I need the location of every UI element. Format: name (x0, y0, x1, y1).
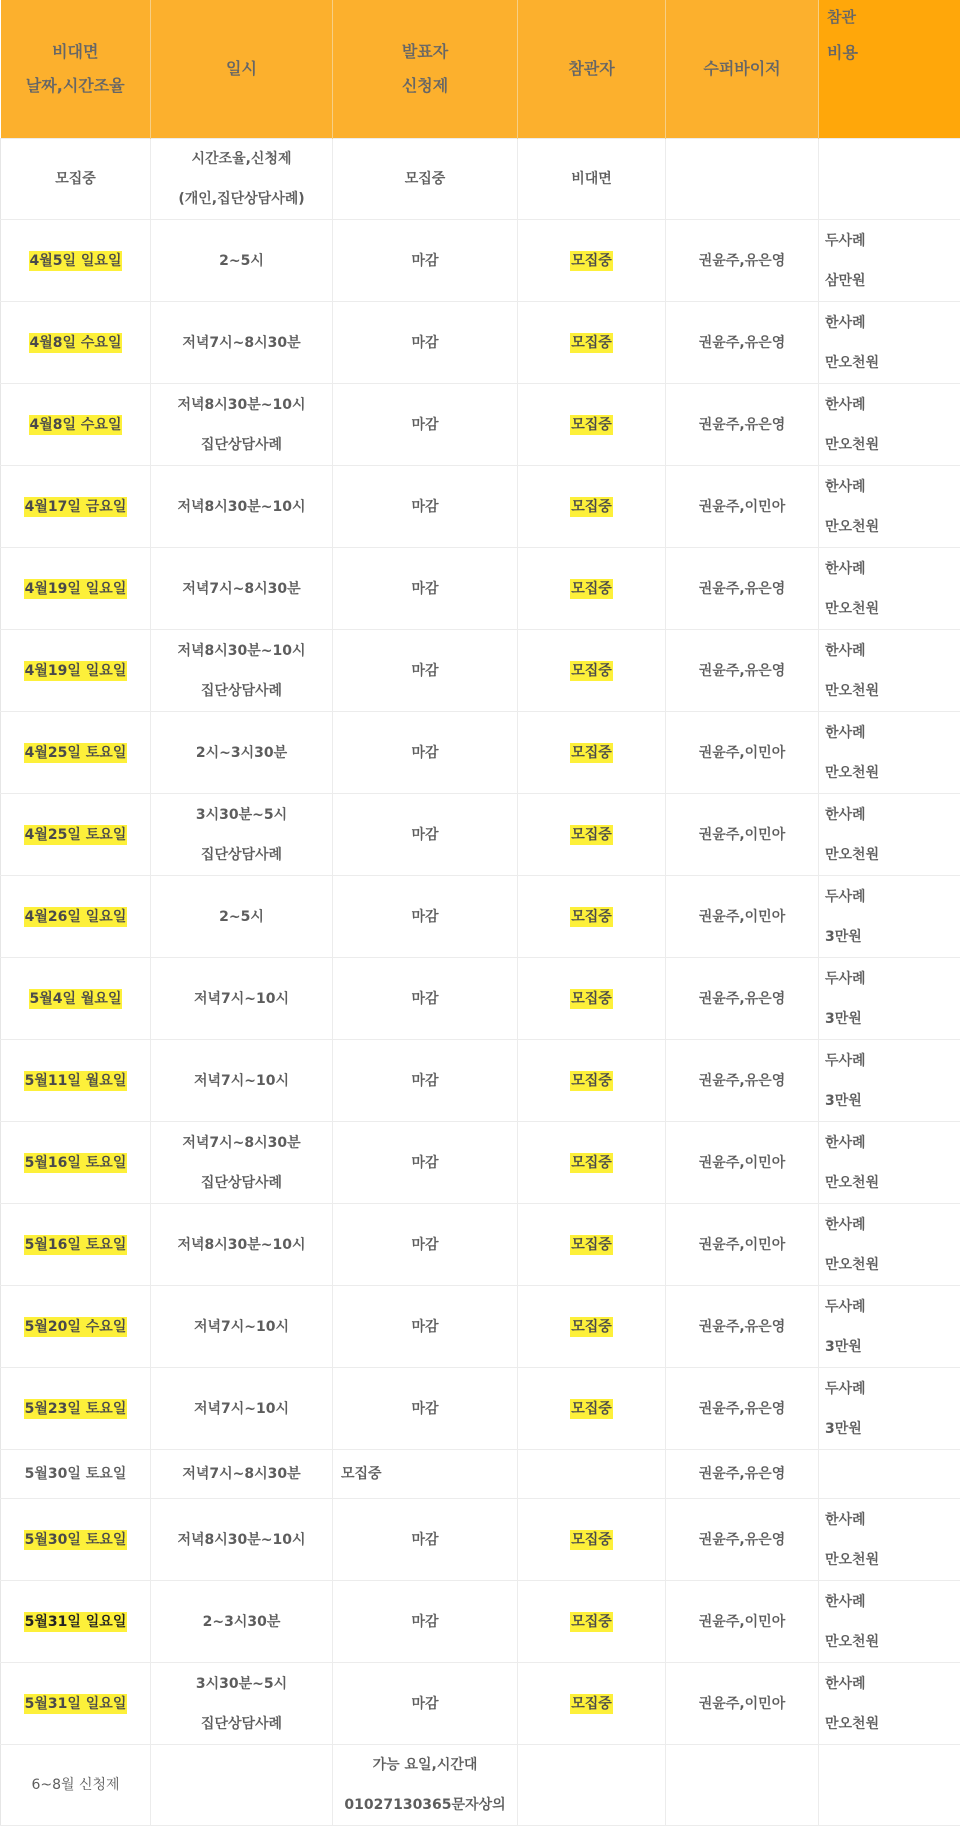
table-row (1, 466, 960, 548)
header-presenter (333, 0, 518, 139)
cell-cost (819, 630, 960, 712)
time-line: 저녁8시30분~10시 (177, 642, 306, 659)
presenter-status: 마감 (411, 826, 439, 843)
cell-time (151, 466, 333, 548)
cell-observer (518, 384, 666, 466)
date-highlight: 4월8일 수요일 (29, 334, 122, 351)
cell-date (1, 302, 151, 384)
presenter-status: 마감 (411, 416, 439, 433)
cell-cost (819, 794, 960, 876)
cell-presenter: 모집중 (333, 139, 518, 220)
observer-status-badge: 모집중 (571, 826, 612, 843)
table-row (1, 548, 960, 630)
cell-presenter (333, 1286, 518, 1368)
date-highlight: 4월25일 토요일 (24, 826, 127, 843)
cell-time (151, 1663, 333, 1745)
cost-line: 한사례 (825, 725, 866, 741)
time-line: 저녁8시30분~10시 (177, 1236, 306, 1253)
supervisor-names: 권윤주,이민아 (698, 826, 786, 843)
cell-date (1, 384, 151, 466)
cell-cost (819, 1581, 960, 1663)
time-line: 저녁7시~10시 (193, 1400, 290, 1417)
footer-row (1, 1745, 960, 1826)
time-line: 저녁7시~10시 (193, 990, 290, 1007)
cell-date (1, 712, 151, 794)
cell-observer (518, 466, 666, 548)
cell-cost (819, 1663, 960, 1745)
cost-line: 한사례 (825, 1676, 866, 1692)
observer-status-badge: 모집중 (571, 334, 612, 351)
cell-supervisor (666, 302, 819, 384)
cell-cost (819, 1499, 960, 1581)
table-row (1, 1204, 960, 1286)
header-date (1, 0, 151, 139)
cell-presenter (333, 1204, 518, 1286)
cell-cost (819, 958, 960, 1040)
cost-line: 만오천원 (825, 765, 880, 781)
observer-status-badge: 모집중 (571, 908, 612, 925)
cell-supervisor (666, 1499, 819, 1581)
supervisor-names: 권윤주,유은영 (698, 1531, 786, 1548)
cost-line: 만오천원 (825, 519, 880, 535)
cell-presenter (333, 958, 518, 1040)
observer-status-badge: 모집중 (571, 1695, 612, 1712)
table-row (1, 1581, 960, 1663)
cell-cost (819, 220, 960, 302)
cost-line: 3만원 (825, 1093, 862, 1109)
time-line: 2시~3시30분 (195, 744, 288, 761)
cell-supervisor (666, 794, 819, 876)
observer-status-badge: 모집중 (571, 990, 612, 1007)
cell-time (151, 1368, 333, 1450)
cost-line: 만오천원 (825, 683, 880, 699)
cost-line: 두사례 (825, 971, 866, 987)
cell-presenter-line2: 01027130365문자상의 (344, 1797, 506, 1813)
table-row (1, 1450, 960, 1499)
cost-line: 한사례 (825, 1512, 866, 1528)
cost-line: 한사례 (825, 315, 866, 331)
date-highlight: 4월26일 일요일 (24, 908, 127, 925)
cell-date (1, 1581, 151, 1663)
cell-cost (819, 1204, 960, 1286)
cell-time (151, 139, 333, 220)
presenter-status: 마감 (411, 1613, 439, 1630)
cell-observer (518, 1745, 666, 1826)
cell-observer: 비대면 (518, 139, 666, 220)
cell-presenter (333, 302, 518, 384)
cell-presenter (333, 384, 518, 466)
time-line: 집단상담사례 (200, 682, 283, 699)
cell-time (151, 712, 333, 794)
cell-supervisor (666, 384, 819, 466)
cost-line: 두사례 (825, 1381, 866, 1397)
cell-time-line2: (개인,집단상담사례) (178, 191, 305, 207)
cell-time (151, 630, 333, 712)
cell-date (1, 1450, 151, 1499)
cell-observer (518, 548, 666, 630)
cell-date (1, 1368, 151, 1450)
date-highlight: 5월23일 토요일 (24, 1400, 127, 1417)
observer-status-badge: 모집중 (571, 252, 612, 269)
observer-status-badge: 모집중 (571, 1531, 612, 1548)
observer-status-badge: 모집중 (571, 580, 612, 597)
header-date-line2: 날짜,시간조율 (25, 76, 125, 95)
cell-supervisor (666, 1040, 819, 1122)
presenter-status: 마감 (411, 744, 439, 761)
header-supervisor: 수퍼바이저 (666, 0, 819, 139)
cell-observer (518, 1286, 666, 1368)
cell-time (151, 1499, 333, 1581)
presenter-status: 마감 (411, 1400, 439, 1417)
cell-date (1, 794, 151, 876)
cell-time (151, 1204, 333, 1286)
date-highlight: 4월5일 일요일 (29, 252, 122, 269)
cost-line: 만오천원 (825, 1257, 880, 1273)
cell-cost (819, 876, 960, 958)
observer-status-badge: 모집중 (571, 1072, 612, 1089)
cost-line: 만오천원 (825, 847, 880, 863)
cell-time (151, 1040, 333, 1122)
cell-observer (518, 1204, 666, 1286)
cost-line: 두사례 (825, 889, 866, 905)
supervisor-names: 권윤주,유은영 (698, 1072, 786, 1089)
cell-date (1, 630, 151, 712)
observer-status-badge: 모집중 (571, 1400, 612, 1417)
cost-line: 한사례 (825, 1594, 866, 1610)
presenter-status: 마감 (411, 908, 439, 925)
presenter-status: 마감 (411, 498, 439, 515)
cell-time (151, 876, 333, 958)
cell-time (151, 1581, 333, 1663)
cell-observer (518, 1450, 666, 1499)
cell-cost (819, 384, 960, 466)
cost-line: 3만원 (825, 1421, 862, 1437)
presenter-status: 마감 (411, 252, 439, 269)
cell-date (1, 466, 151, 548)
cell-observer (518, 1122, 666, 1204)
date-highlight: 4월17일 금요일 (24, 498, 127, 515)
cell-time (151, 1122, 333, 1204)
cell-date (1, 1286, 151, 1368)
time-line: 2~5시 (219, 252, 264, 269)
cost-line: 만오천원 (825, 355, 880, 371)
cost-line: 만오천원 (825, 437, 880, 453)
cost-line: 한사례 (825, 643, 866, 659)
cost-line: 두사례 (825, 1053, 866, 1069)
cell-presenter (333, 1122, 518, 1204)
date-highlight: 5월20일 수요일 (24, 1318, 127, 1335)
presenter-status: 마감 (411, 662, 439, 679)
cell-presenter (333, 1368, 518, 1450)
table-row (1, 1040, 960, 1122)
cell-observer (518, 1663, 666, 1745)
cell-presenter (333, 630, 518, 712)
cell-cost (819, 302, 960, 384)
supervisor-names: 권윤주,이민아 (698, 1613, 786, 1630)
time-line: 2~5시 (219, 908, 264, 925)
date-highlight: 5월16일 토요일 (24, 1236, 127, 1253)
time-line: 저녁8시30분~10시 (177, 498, 306, 515)
table-row (1, 958, 960, 1040)
cell-date (1, 1499, 151, 1581)
presenter-status: 마감 (411, 1531, 439, 1548)
cell-time (151, 958, 333, 1040)
date-highlight: 4월19일 일요일 (24, 662, 127, 679)
cell-date (1, 876, 151, 958)
table-row (1, 630, 960, 712)
cost-line: 한사례 (825, 479, 866, 495)
cost-line: 3만원 (825, 929, 862, 945)
cell-time (151, 1745, 333, 1826)
cell-time (151, 794, 333, 876)
presenter-status: 마감 (411, 1154, 439, 1171)
header-time: 일시 (151, 0, 333, 139)
cell-presenter (333, 1581, 518, 1663)
cost-line: 한사례 (825, 1217, 866, 1233)
cell-time (151, 548, 333, 630)
cell-observer (518, 302, 666, 384)
time-line: 저녁7시~10시 (193, 1318, 290, 1335)
cell-supervisor (666, 220, 819, 302)
cell-presenter (333, 466, 518, 548)
cost-line: 만오천원 (825, 1175, 880, 1191)
cost-line: 두사례 (825, 1299, 866, 1315)
cell-presenter (333, 1040, 518, 1122)
cost-line: 한사례 (825, 1135, 866, 1151)
intro-row (1, 139, 960, 220)
supervisor-names: 권윤주,이민아 (698, 498, 786, 515)
cell-time (151, 1286, 333, 1368)
cell-date (1, 220, 151, 302)
header-observer: 참관자 (518, 0, 666, 139)
observer-status-badge: 모집중 (571, 498, 612, 515)
cell-presenter-line1: 가능 요일,시간대 (372, 1757, 478, 1773)
cost-line: 한사례 (825, 397, 866, 413)
cell-cost (819, 466, 960, 548)
supervisor-names: 권윤주,유은영 (698, 1318, 786, 1335)
time-line: 집단상담사례 (200, 436, 283, 453)
observer-status-badge: 모집중 (571, 1613, 612, 1630)
time-line: 저녁8시30분~10시 (177, 396, 306, 413)
cell-supervisor (666, 876, 819, 958)
cell-date: 모집중 (1, 139, 151, 220)
cell-date: 6~8월 신청제 (1, 1745, 151, 1826)
observer-status-badge: 모집중 (571, 662, 612, 679)
cell-cost (819, 548, 960, 630)
table-row (1, 1499, 960, 1581)
cost-line: 만오천원 (825, 1716, 880, 1732)
time-line: 3시30분~5시 (195, 1675, 288, 1692)
cost-line: 3만원 (825, 1011, 862, 1027)
cost-line: 만오천원 (825, 601, 880, 617)
table-row (1, 220, 960, 302)
cell-supervisor (666, 630, 819, 712)
table-row (1, 302, 960, 384)
supervisor-names: 권윤주,이민아 (698, 744, 786, 761)
time-line: 저녁7시~8시30분 (182, 1466, 301, 1482)
cost-line: 두사례 (825, 233, 866, 249)
cell-supervisor (666, 1450, 819, 1499)
cell-cost (819, 1040, 960, 1122)
observer-status-badge: 모집중 (571, 416, 612, 433)
supervisor-names: 권윤주,유은영 (698, 580, 786, 597)
cell-time (151, 1450, 333, 1499)
cell-date (1, 1204, 151, 1286)
cell-presenter (333, 220, 518, 302)
cell-date (1, 1663, 151, 1745)
cell-presenter (333, 1745, 518, 1826)
cell-supervisor (666, 466, 819, 548)
presenter-status: 마감 (411, 1236, 439, 1253)
date-highlight: 5월16일 토요일 (24, 1154, 127, 1171)
presenter-status: 모집중 (341, 1466, 382, 1482)
presenter-status: 마감 (411, 990, 439, 1007)
observer-status-badge: 모집중 (571, 1318, 612, 1335)
cell-time (151, 302, 333, 384)
cell-cost (819, 139, 960, 220)
cost-line: 한사례 (825, 561, 866, 577)
presenter-status: 마감 (411, 580, 439, 597)
time-line: 저녁7시~8시30분 (182, 580, 301, 597)
cost-line: 만오천원 (825, 1634, 880, 1650)
cell-presenter (333, 1450, 518, 1499)
cell-date (1, 1040, 151, 1122)
cell-presenter (333, 1663, 518, 1745)
presenter-status: 마감 (411, 1695, 439, 1712)
cell-time (151, 384, 333, 466)
cell-supervisor (666, 1368, 819, 1450)
observer-status-badge: 모집중 (571, 1236, 612, 1253)
cell-supervisor (666, 958, 819, 1040)
cost-line: 한사례 (825, 807, 866, 823)
date-highlight: 4월8일 수요일 (29, 416, 122, 433)
date-highlight: 5월4일 월요일 (29, 990, 122, 1007)
cell-presenter (333, 794, 518, 876)
date-highlight: 4월25일 토요일 (24, 744, 127, 761)
cell-presenter (333, 876, 518, 958)
presenter-status: 마감 (411, 1318, 439, 1335)
cell-date (1, 958, 151, 1040)
cell-time-line1: 시간조율,신청제 (191, 151, 292, 167)
supervisor-names: 권윤주,유은영 (698, 1400, 786, 1417)
cell-observer (518, 1581, 666, 1663)
date-highlight: 5월31일 일요일 (24, 1695, 127, 1712)
supervisor-names: 권윤주,이민아 (698, 1695, 786, 1712)
cell-date (1, 1122, 151, 1204)
supervisor-names: 권윤주,유은영 (698, 662, 786, 679)
table-row (1, 712, 960, 794)
cell-cost (819, 1286, 960, 1368)
cell-presenter (333, 548, 518, 630)
cell-supervisor (666, 1663, 819, 1745)
cell-supervisor (666, 1204, 819, 1286)
time-line: 집단상담사례 (200, 846, 283, 863)
cell-date (1, 548, 151, 630)
date-text: 5월30일 토요일 (24, 1466, 127, 1482)
cell-observer (518, 712, 666, 794)
date-highlight: 5월31일 일요일 (24, 1613, 127, 1630)
header-cost-line1: 참관 (827, 8, 856, 26)
supervisor-names: 권윤주,이민아 (698, 1236, 786, 1253)
header-date-line1: 비대면 (52, 42, 99, 61)
cell-cost (819, 1122, 960, 1204)
cell-cost (819, 712, 960, 794)
date-highlight: 4월19일 일요일 (24, 580, 127, 597)
cell-cost (819, 1745, 960, 1826)
time-line: 3시30분~5시 (195, 806, 288, 823)
cell-observer (518, 630, 666, 712)
header-cost-line2: 비용 (827, 43, 858, 62)
cell-observer (518, 794, 666, 876)
cell-supervisor (666, 1745, 819, 1826)
time-line: 집단상담사례 (200, 1715, 283, 1732)
observer-status-badge: 모집중 (571, 1154, 612, 1171)
cell-supervisor (666, 139, 819, 220)
supervisor-names: 권윤주,유은영 (698, 252, 786, 269)
table-row (1, 1122, 960, 1204)
time-line: 집단상담사례 (200, 1174, 283, 1191)
cell-observer (518, 1368, 666, 1450)
cell-observer (518, 1499, 666, 1581)
cell-supervisor (666, 1122, 819, 1204)
supervisor-names: 권윤주,유은영 (698, 416, 786, 433)
cell-observer (518, 220, 666, 302)
date-highlight: 5월11일 월요일 (24, 1072, 127, 1089)
supervisor-names: 권윤주,이민아 (698, 908, 786, 925)
supervisor-names: 권윤주,유은영 (698, 1466, 786, 1482)
header-cost (819, 0, 960, 139)
cell-time (151, 220, 333, 302)
table-row (1, 876, 960, 958)
supervisor-names: 권윤주,유은영 (698, 334, 786, 351)
table-row (1, 1368, 960, 1450)
cell-presenter (333, 712, 518, 794)
table-row (1, 794, 960, 876)
cell-supervisor (666, 1581, 819, 1663)
table-row (1, 1663, 960, 1745)
supervisor-names: 권윤주,이민아 (698, 1154, 786, 1171)
cost-line: 만오천원 (825, 1552, 880, 1568)
cost-line: 3만원 (825, 1339, 862, 1355)
cell-observer (518, 1040, 666, 1122)
table-row (1, 1286, 960, 1368)
time-line: 저녁8시30분~10시 (177, 1531, 306, 1548)
observer-status-badge: 모집중 (571, 744, 612, 761)
table-row (1, 384, 960, 466)
time-line: 저녁7시~10시 (193, 1072, 290, 1089)
cell-cost (819, 1450, 960, 1499)
date-highlight: 5월30일 토요일 (24, 1531, 127, 1548)
presenter-status: 마감 (411, 1072, 439, 1089)
supervisor-names: 권윤주,유은영 (698, 990, 786, 1007)
cell-supervisor (666, 548, 819, 630)
time-line: 2~3시30분 (202, 1613, 281, 1630)
presenter-status: 마감 (411, 334, 439, 351)
cost-line: 삼만원 (825, 273, 866, 289)
cell-supervisor (666, 1286, 819, 1368)
cell-presenter (333, 1499, 518, 1581)
time-line: 저녁7시~8시30분 (182, 1134, 301, 1151)
cell-observer (518, 958, 666, 1040)
cell-observer (518, 876, 666, 958)
header-row (1, 0, 960, 139)
header-presenter-line1: 발표자 (401, 42, 449, 61)
cell-cost (819, 1368, 960, 1450)
cell-supervisor (666, 712, 819, 794)
header-presenter-line2: 신청제 (401, 76, 449, 95)
time-line: 저녁7시~8시30분 (182, 334, 301, 351)
